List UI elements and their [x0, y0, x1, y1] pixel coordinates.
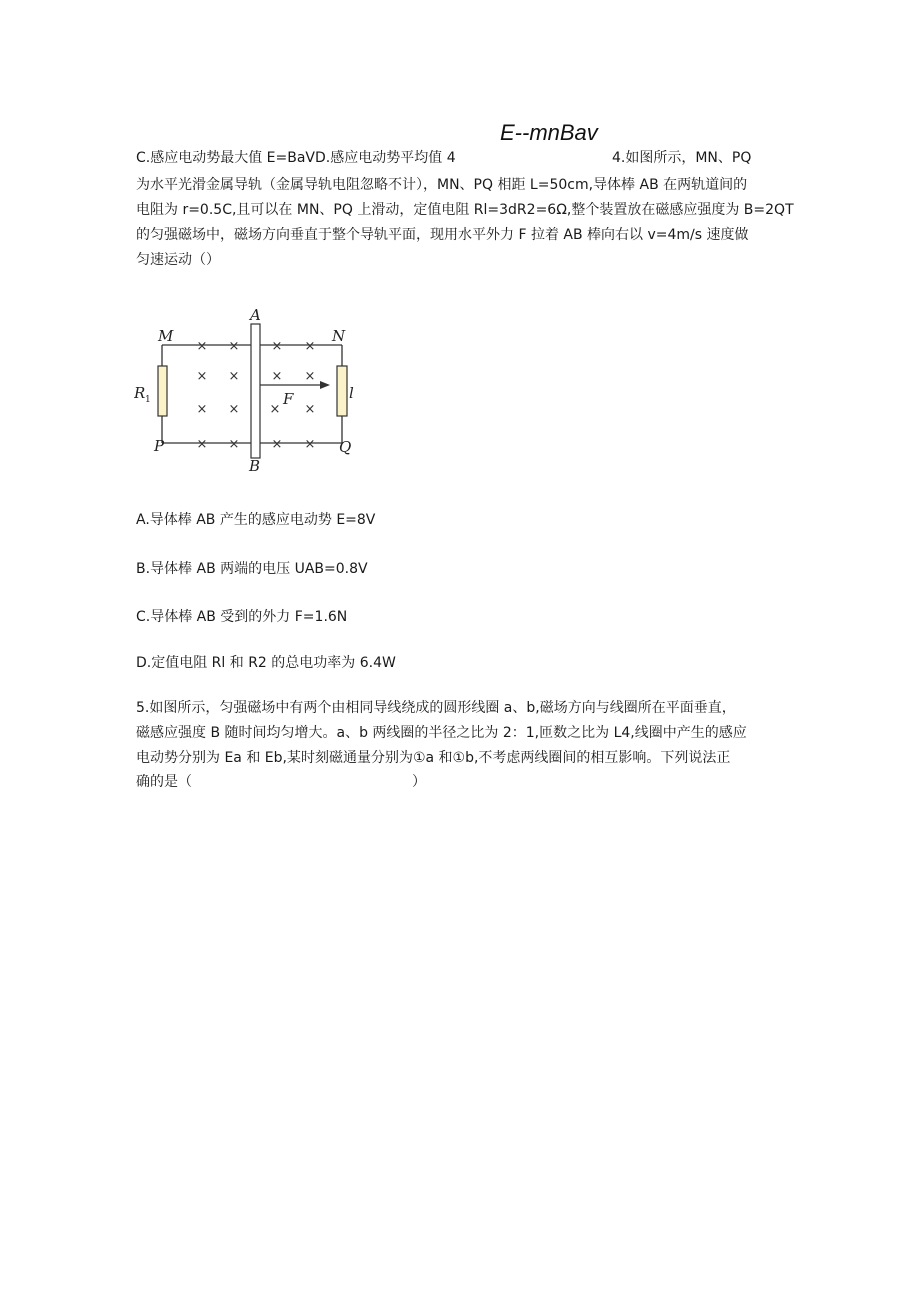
- q4-line-1: 为水平光滑金属导轨（金属导轨电阻忽略不计），MN、PQ 相距 L=50cm,导体棒 AB 在两轨道间的: [136, 177, 748, 193]
- field-cross: ×: [304, 402, 316, 417]
- resistor-r2: [337, 366, 347, 416]
- label-m: M: [158, 327, 174, 345]
- field-cross: ×: [271, 339, 283, 354]
- label-r1: R: [134, 384, 146, 402]
- field-cross: ×: [304, 437, 316, 452]
- label-p: P: [154, 437, 165, 455]
- q4-start: 4.如图所示，MN、PQ: [612, 150, 752, 166]
- q3-option-c-line: C.感应电动势最大值 E=BaVD.感应电动势平均值 4: [136, 150, 456, 166]
- force-arrowhead: [320, 381, 330, 389]
- q5-line-4: [136, 773, 426, 791]
- q4-option-b: B.导体棒 AB 两端的电压 UAB=0.8V: [136, 561, 368, 577]
- q4-line-2: 电阻为 r=0.5C,且可以在 MN、PQ 上滑动，定值电阻 Rl=3dR2=6Ω,整个装置放在磁感应强度为 B=2QT: [136, 202, 794, 218]
- label-f: F: [283, 390, 294, 408]
- label-r1-subscript: 1: [145, 395, 151, 405]
- field-cross: ×: [271, 369, 283, 384]
- field-cross: ×: [228, 402, 240, 417]
- field-cross: ×: [196, 339, 208, 354]
- q4-option-d: D.定值电阻 Rl 和 R2 的总电功率为 6.4W: [136, 655, 396, 671]
- conductor-bar-ab: [251, 324, 260, 458]
- field-cross: ×: [271, 437, 283, 452]
- resistor-r1: [158, 366, 167, 416]
- field-cross: ×: [228, 369, 240, 384]
- header-formula: E--тnBav: [500, 120, 598, 145]
- label-a: A: [250, 306, 261, 324]
- field-cross: ×: [196, 402, 208, 417]
- q5-line-3: 电动势分别为 Ea 和 Eb,某时刻磁通量分别为①a 和①b,不考虑两线圈间的相互影响。下列说法正: [136, 750, 731, 766]
- label-n: N: [332, 327, 346, 345]
- label-r2-partial: l: [349, 384, 354, 402]
- q5-last-prefix: 确的是（: [136, 774, 192, 790]
- field-cross: ×: [269, 402, 281, 417]
- q5-line-2: 磁感应强度 B 随时间均匀增大。a、b 两线圈的半径之比为 2：1,匝数之比为 L4,线圈中产生的感应: [136, 725, 747, 741]
- label-q: Q: [339, 438, 352, 456]
- field-cross: ×: [304, 369, 316, 384]
- q4-line-3: 的匀强磁场中，磁场方向垂直于整个导轨平面，现用水平外力 F 拉着 AB 棒向右以 v=4m∕s 速度做: [136, 227, 749, 243]
- q4-option-a: A.导体棒 AB 产生的感应电动势 E=8V: [136, 512, 376, 528]
- q5-last-suffix: ）: [412, 774, 426, 790]
- field-cross: ×: [196, 437, 208, 452]
- q5-line-1: 5.如图所示，匀强磁场中有两个由相同导线绕成的圆形线圈 a、b,磁场方向与线圈所在平面垂直，: [136, 700, 736, 716]
- field-cross: ×: [228, 339, 240, 354]
- circuit-figure: [134, 304, 364, 476]
- q4-option-c: C.导体棒 AB 受到的外力 F=1.6N: [136, 609, 348, 625]
- field-cross: ×: [304, 339, 316, 354]
- q4-line-4: 匀速运动（）: [136, 252, 220, 268]
- field-cross: ×: [228, 437, 240, 452]
- field-cross: ×: [196, 369, 208, 384]
- label-b: B: [249, 457, 261, 475]
